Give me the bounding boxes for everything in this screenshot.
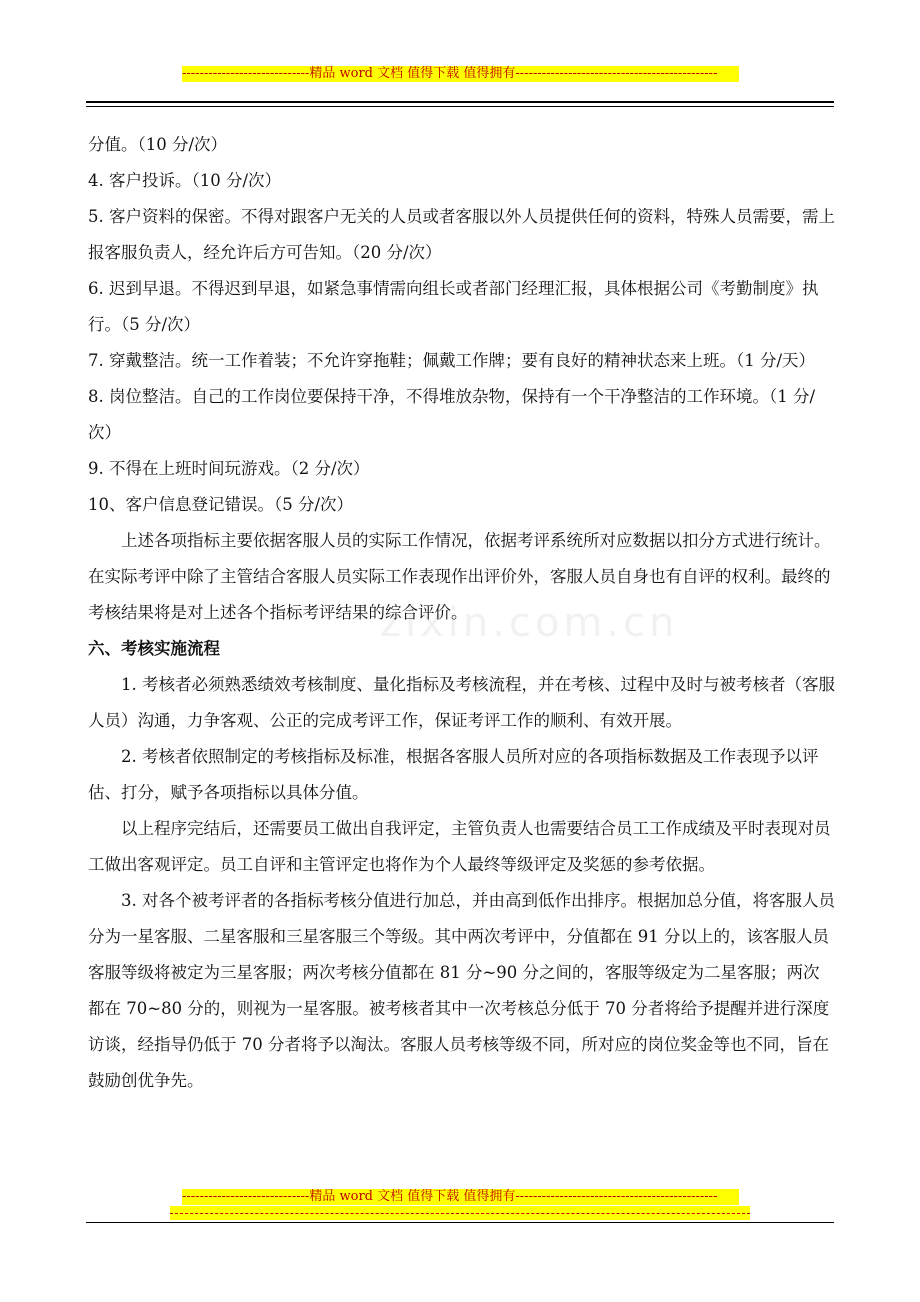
header-rule-thick [86, 101, 834, 103]
paragraph: 7. 穿戴整洁。统一工作着装；不允许穿拖鞋；佩戴工作牌；要有良好的精神状态来上班。（1 分/天） [88, 351, 816, 370]
paragraph: 2. 考核者依照制定的考核指标及标准，根据各客服人员所对应的各项指标数据及工作表现予以评估、打分，赋予各项指标以具体分值。 [88, 747, 819, 802]
paragraph: 8. 岗位整洁。自己的工作岗位要保持干净，不得堆放杂物，保持有一个干净整洁的工作环境。（1 分/次） [88, 387, 816, 442]
paragraph: 5. 客户资料的保密。不得对跟客户无关的人员或者客服以外人员提供任何的资料，特殊人员需要，需上报客服负责人，经允许后方可告知。（20 分/次） [88, 207, 835, 262]
footer-banner: -----------------------------精品 word 文档 值得下载 值得拥有---------------------------------------------- [182, 1189, 739, 1205]
header-rule-thin [86, 106, 834, 107]
paragraph: 上述各项指标主要依据客服人员的实际工作情况，依据考评系统所对应数据以扣分方式进行统计。在实际考评中除了主管结合客服人员实际工作表现作出评价外，客服人员自身也有自评的权利。最终的考核结果将是对上述各个指标考评结果的综合评价。 [88, 531, 831, 622]
paragraph: 10、客户信息登记错误。（5 分/次） [88, 495, 354, 514]
footer-rule [86, 1222, 834, 1223]
paragraph: 3. 对各个被考评者的各指标考核分值进行加总，并由高到低作出排序。根据加总分值，将客服人员分为一星客服、二星客服和三星客服三个等级。其中两次考评中，分值都在 91 分以上的，该客服人员客服等级将被定为三星客服；两次考核分值都在 81 分~90 分之间的，客服等级定为二星客服；两次都在 70~80 分的，则视为一星客服。被考核者其中一次考核总分低于 70 分者将给予提醒并进行深度访谈，经指导仍低于 70 分者将予以淘汰。客服人员考核等级不同，所对应的岗位奖金等也不同，旨在鼓励创优争先。 [88, 891, 835, 1090]
header-banner: -----------------------------精品 word 文档 值得下载 值得拥有---------------------------------------------- [182, 66, 739, 82]
paragraph: 以上程序完结后，还需要员工做出自我评定，主管负责人也需要结合员工工作成绩及平时表现对员工做出客观评定。员工自评和主管评定也将作为个人最终等级评定及奖惩的参考依据。 [88, 819, 831, 874]
paragraph: 1. 考核者必须熟悉绩效考核制度、量化指标及考核流程，并在考核、过程中及时与被考核者（客服人员）沟通，力争客观、公正的完成考评工作，保证考评工作的顺利、有效开展。 [88, 675, 835, 730]
section-heading: 六、考核实施流程 [88, 639, 220, 658]
watermark: zixin.com.cn [380, 600, 679, 646]
paragraph: 分值。（10 分/次） [88, 135, 228, 154]
paragraph: 6. 迟到早退。不得迟到早退，如紧急事情需向组长或者部门经理汇报，具体根据公司《考勤制度》执行。（5 分/次） [88, 279, 819, 334]
paragraph: 4. 客户投诉。（10 分/次） [88, 171, 282, 190]
document-body [88, 127, 836, 1099]
paragraph: 9. 不得在上班时间玩游戏。（2 分/次） [88, 459, 370, 478]
footer-dashes [170, 1206, 750, 1220]
